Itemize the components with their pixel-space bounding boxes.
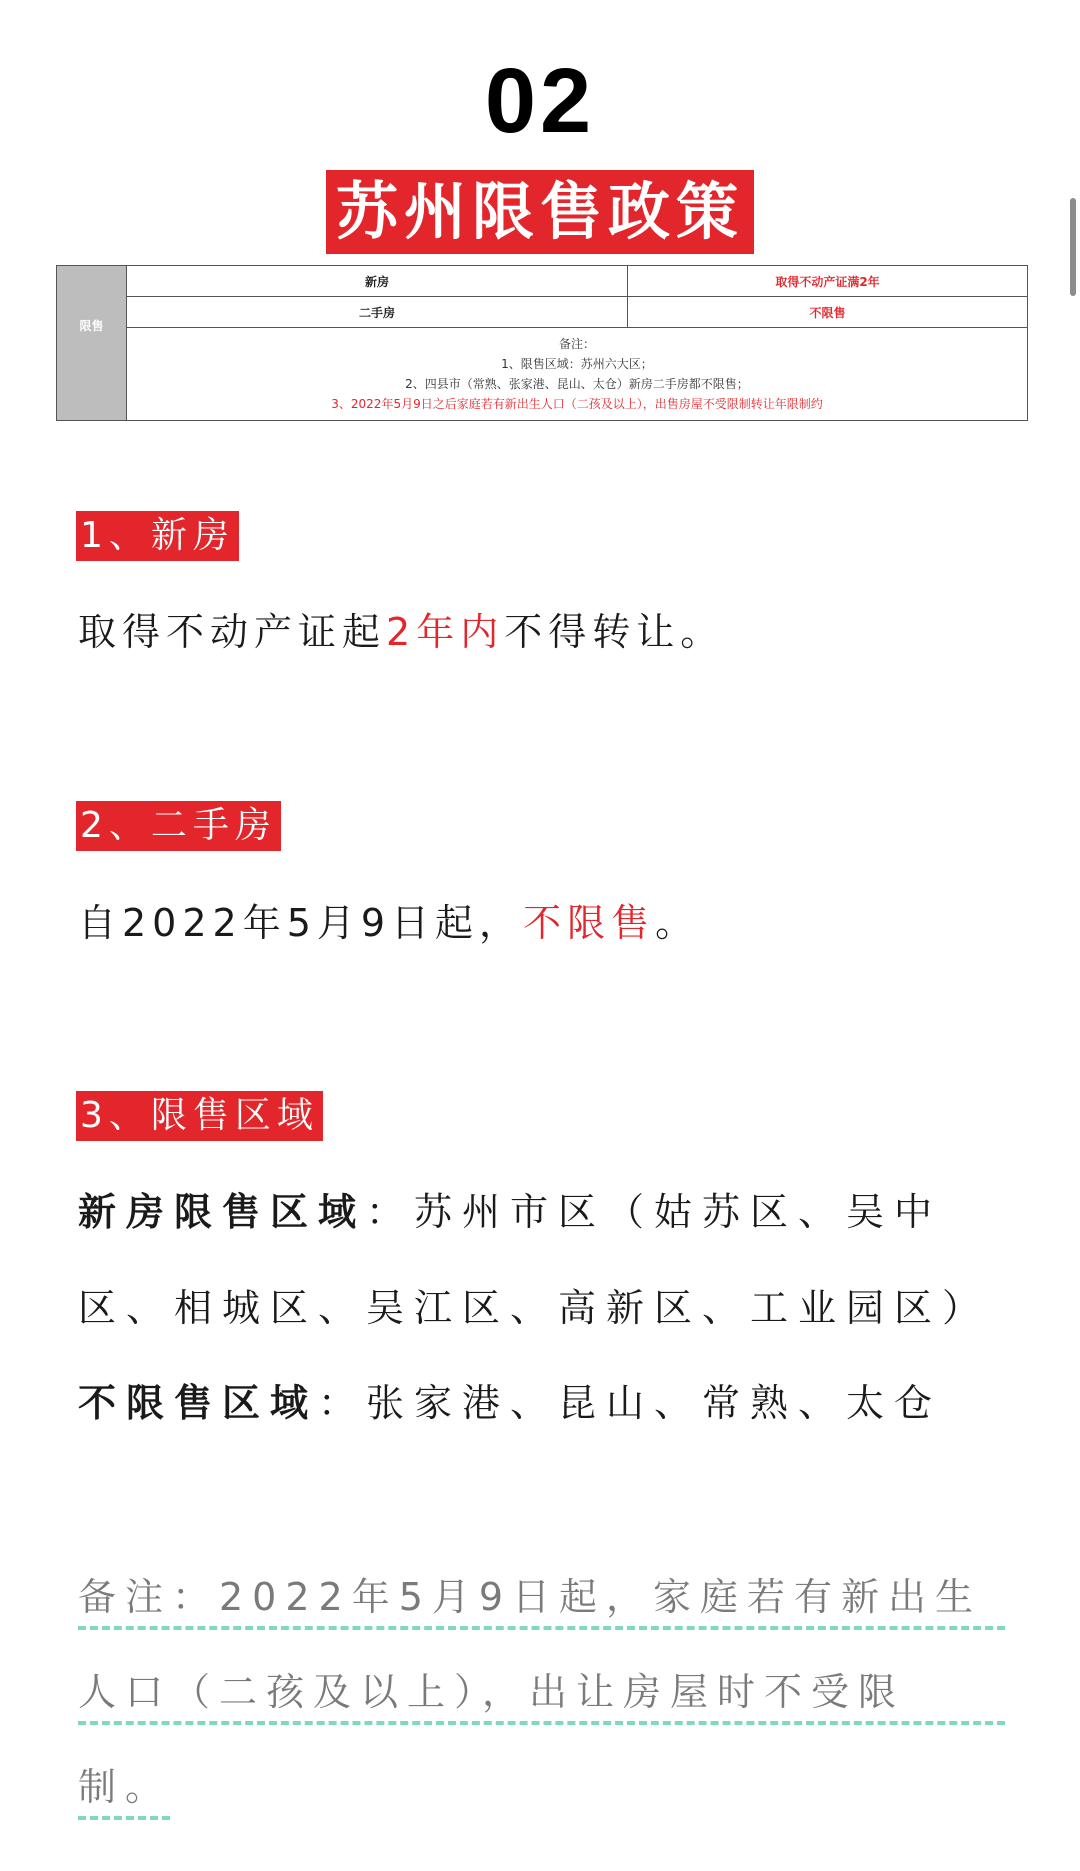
note-item: 2、四县市（常熟、张家港、昆山、太仓）新房二手房都不限售； [405, 377, 749, 391]
footnote-line-3: 制。 [78, 1765, 173, 1809]
restricted-text: ：苏州市区（姑苏区、吴中 [366, 1190, 943, 1234]
text-before: 自2022年5月9日起， [78, 901, 524, 945]
restricted-region-line-2: 区、相城区、吴江区、高新区、工业园区） [78, 1286, 991, 1330]
title-wrap [0, 170, 1080, 254]
row-rule: 取得不动产证满2年 [775, 274, 880, 289]
unrestricted-label: 不限售区域 [78, 1381, 319, 1425]
section-tag-new-house: 1、新房 [76, 511, 239, 561]
row-type: 新房 [127, 266, 628, 296]
dashed-underline [78, 1626, 1005, 1630]
summary-notes [127, 328, 1027, 420]
page-title: 苏州限售政策 [326, 170, 754, 254]
highlight-text: 2年内 [386, 610, 505, 654]
footnote-line-2: 人口（二孩及以上），出让房屋时不受限 [78, 1670, 906, 1714]
summary-label: 限售 [57, 266, 127, 420]
unrestricted-region-line [78, 1378, 1018, 1428]
new-house-text [78, 607, 724, 657]
highlight-text: 不限售 [523, 901, 656, 945]
text-before: 取得不动产证起 [78, 610, 387, 654]
section-tag-region: 3、限售区域 [76, 1091, 323, 1141]
text-after: 。 [655, 901, 700, 945]
section-tag-second-hand: 2、二手房 [76, 801, 281, 851]
restricted-region-line-1 [78, 1187, 1018, 1237]
restricted-label: 新房限售区域 [78, 1190, 367, 1234]
footnote-line-1: 备注：2022年5月9日起，家庭若有新出生 [78, 1575, 983, 1619]
summary-table [56, 265, 1028, 421]
note-item: 3、2022年5月9日之后家庭若有新出生人口（二孩及以上），出售房屋不受限制转让年限制约 [331, 397, 823, 411]
row-type: 二手房 [127, 297, 628, 327]
table-row [127, 266, 1027, 297]
second-hand-text [78, 898, 699, 948]
unrestricted-text: ：张家港、昆山、常熟、太仓 [318, 1381, 943, 1425]
page-number: 02 [484, 50, 596, 152]
notes-heading: 备注： [558, 337, 595, 351]
dashed-underline [78, 1816, 170, 1820]
summary-body [127, 266, 1027, 420]
table-row [127, 297, 1027, 328]
row-rule: 不限售 [809, 305, 846, 320]
text-after: 不得转让。 [504, 610, 725, 654]
note-item: 1、限售区域：苏州六大区； [501, 357, 653, 371]
dashed-underline [78, 1721, 1005, 1725]
